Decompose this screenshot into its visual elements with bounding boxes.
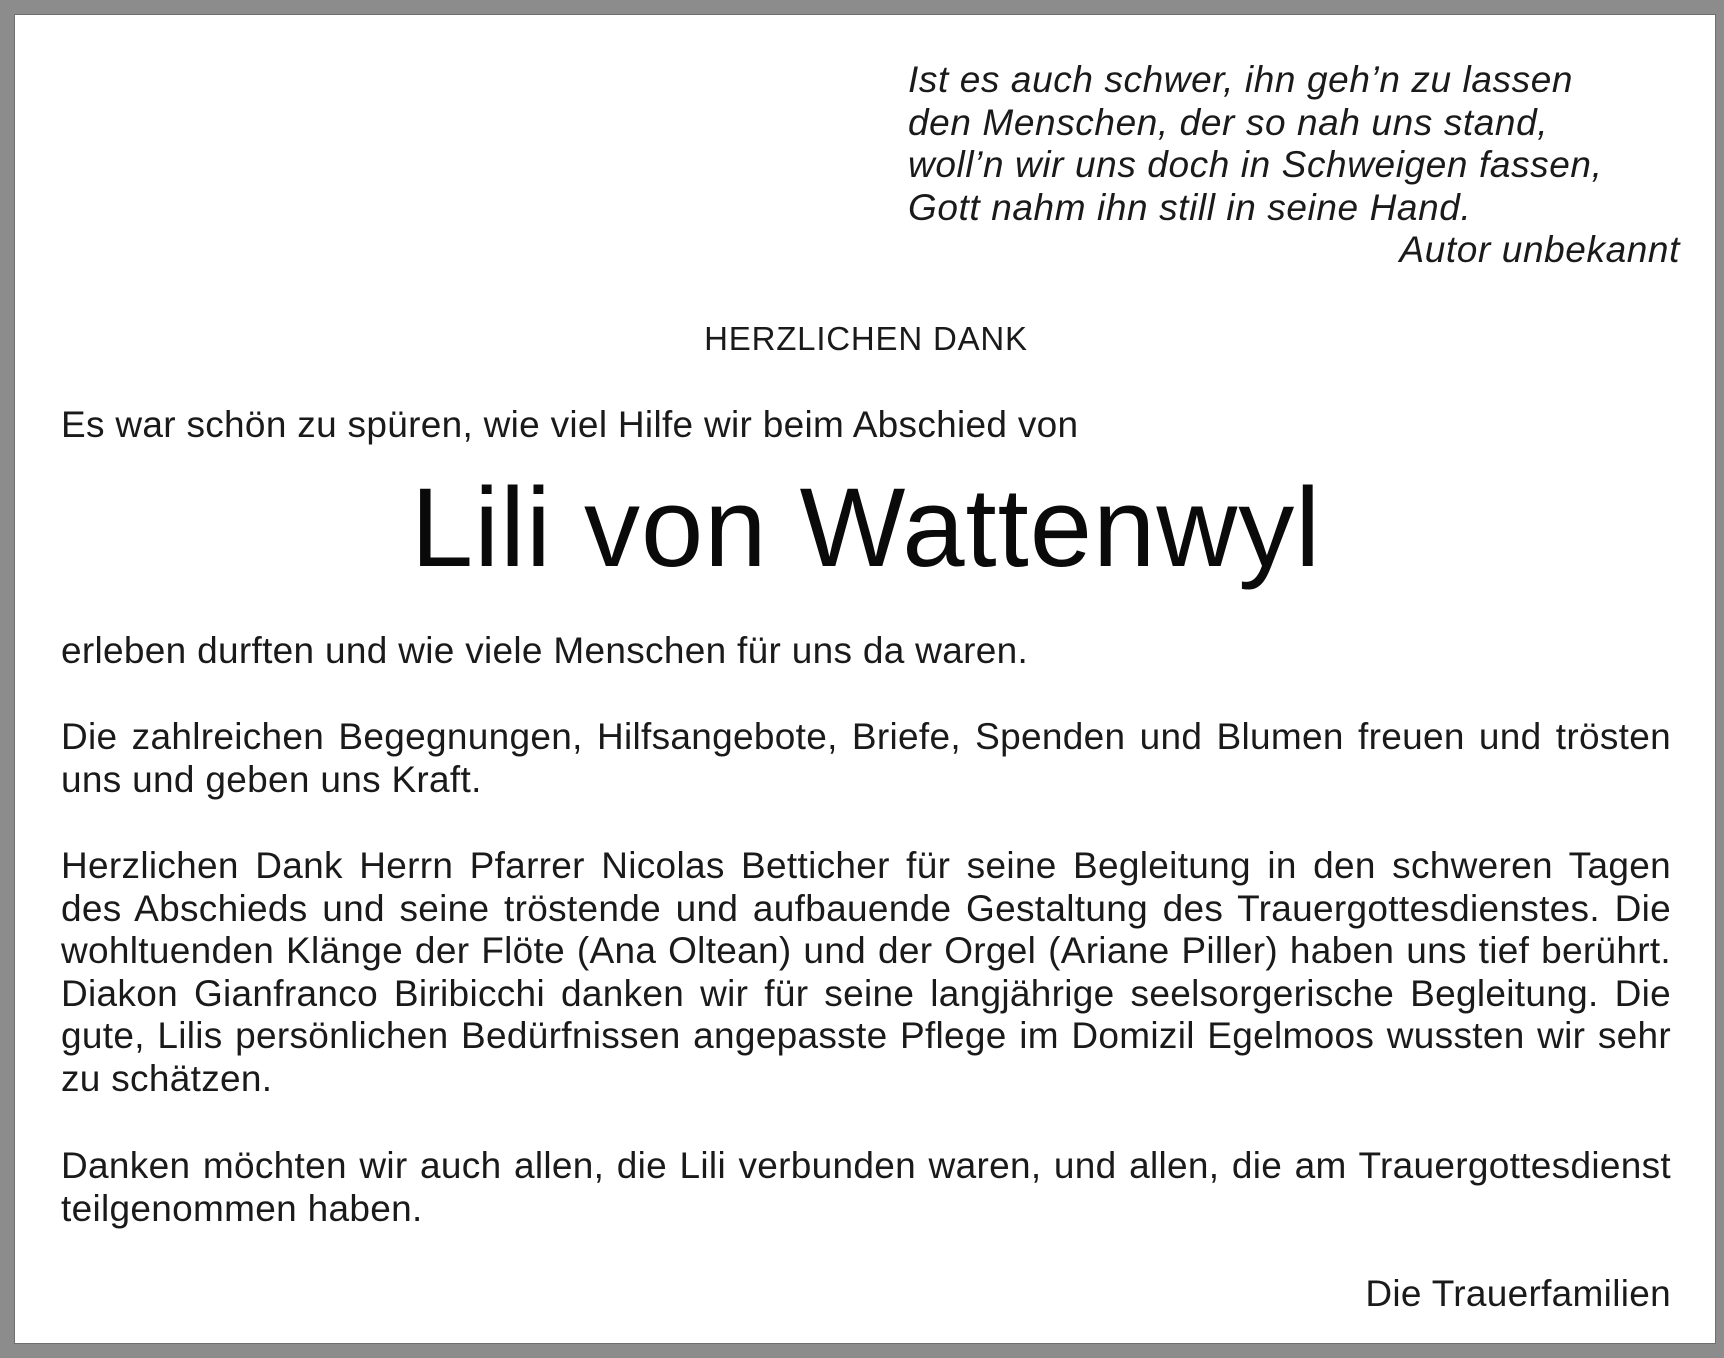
deceased-name: Lili von Wattenwyl (410, 465, 1322, 590)
poem-author: Autor unbekannt (1399, 229, 1680, 270)
paragraph-thanks-clergy: Herzlichen Dank Herrn Pfarrer Nicolas Betticher für seine Begleitung in den schweren Tagen des Abschieds und seine tröstende und aufbauende Gestaltung des Trauergottesdienstes. Die wohltuenden Klänge der Flöte (Ana Oltean) und der Orgel (Ariane Piller) haben uns tief berührt. Diakon Gianfranco Biribicchi danken wir für seine langjährige seelsorgerische Begleitung. Die gute, Lilis persönlichen Bedürfnissen angepasste Pflege im Domizil Egelmoos wussten wir sehr zu schätzen. (61, 845, 1671, 1099)
paragraph-thanks-attendees: Danken möchten wir auch allen, die Lili verbunden waren, und allen, die am Trauergottesdienst teilgenommen haben. (61, 1145, 1671, 1229)
after-name-text: erleben durften und wie viele Menschen für uns da waren. (61, 630, 1029, 671)
poem-line: woll’n wir uns doch in Schweigen fassen, (908, 144, 1603, 185)
intro-text: Es war schön zu spüren, wie viel Hilfe wir beim Abschied von (61, 404, 1079, 445)
notice-heading: HERZLICHEN DANK (704, 320, 1028, 357)
poem-line: den Menschen, der so nah uns stand, (908, 101, 1549, 143)
obituary-notice (14, 14, 1716, 1344)
poem-line: Gott nahm ihn still in seine Hand. (908, 186, 1472, 228)
signature: Die Trauerfamilien (1365, 1273, 1671, 1314)
paragraph-thanks-support: Die zahlreichen Begegnungen, Hilfsangebote, Briefe, Spenden und Blumen freuen und trösten uns und geben uns Kraft. (61, 716, 1671, 800)
poem-line: Ist es auch schwer, ihn geh’n zu lassen (908, 59, 1574, 100)
poem-block (908, 59, 1680, 272)
